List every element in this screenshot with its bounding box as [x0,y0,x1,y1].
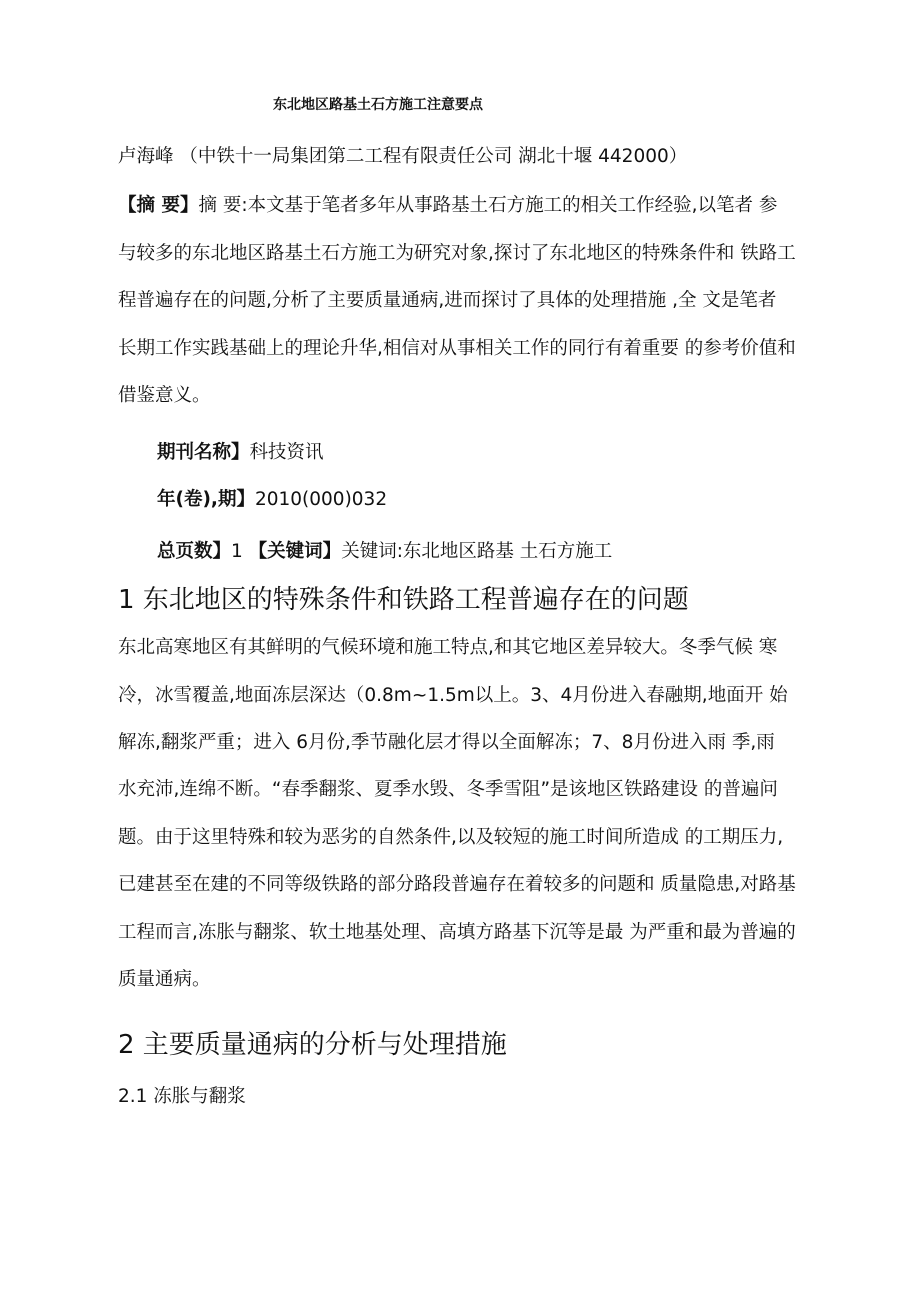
journal-value: 科技资讯 [249,442,324,463]
abstract-line: 借鉴意义。 [118,385,211,406]
body-line: 水充沛,连绵不断。“春季翻浆、夏季水毁、冬季雪阻”是该地区铁路建设 的普遍问 [118,779,778,800]
section-1-heading: 1 东北地区的特殊条件和铁路工程普遍存在的问题 [118,585,689,615]
abstract-line: 长期工作实践基础上的理论升华,相信对从事相关工作的同行有着重要 的参考价值和 [118,338,796,359]
subsection-heading: 2.1 冻胀与翻浆 [118,1086,246,1107]
abstract-text: 摘 要:本文基于笔者多年从事路基土石方施工的相关工作经验,以笔者 参 [198,195,778,216]
abstract-line [118,194,777,218]
year-value: 2010(000)032 [254,489,388,510]
body-line: 质量通病。 [118,969,211,990]
body-line: 工程而言,冻胀与翻浆、软土地基处理、高填方路基下沉等是最 为严重和最为普遍的 [118,922,796,943]
year-line [157,488,387,512]
year-label: 年(卷),期】 [157,489,255,510]
abstract-line: 程普遍存在的问题,分析了主要质量通病,进而探讨了具体的处理措施 ,全 文是笔者 [118,290,777,311]
body-line: 已建甚至在建的不同等级铁路的部分路段普遍存在着较多的问题和 质量隐患,对路基 [118,874,796,895]
keywords-label: 【关键词】 [248,541,342,562]
body-line: 冷，冰雪覆盖,地面冻层深达（0.8m~1.5m以上。3、4月份进入春融期,地面开 始 [118,685,788,706]
author-line: 卢海峰 （中铁十一局集团第二工程有限责任公司 湖北十堰 442000） [118,146,688,167]
abstract-label: 【摘 要】 [118,195,199,216]
pages-value: 1 [231,541,249,562]
section-2-heading: 2 主要质量通病的分析与处理措施 [118,1030,507,1060]
journal-line [157,441,324,465]
body-line: 东北高寒地区有其鲜明的气候环境和施工特点,和其它地区差异较大。冬季气候 寒 [118,637,778,658]
journal-label: 期刊名称】 [157,442,250,463]
pages-label: 总页数】 [157,541,232,562]
keywords-value: 关键词:东北地区路基 土石方施工 [341,541,613,562]
abstract-line: 与较多的东北地区路基土石方施工为研究对象,探讨了东北地区的特殊条件和 铁路工 [118,243,796,264]
body-line: 题。由于这里特殊和较为恶劣的自然条件,以及较短的施工时间所造成 的工期压力, [118,827,784,848]
pages-keywords-line [157,540,612,564]
body-line: 解冻,翻浆严重；进入 6月份,季节融化层才得以全面解冻；7、8月份进入雨 季,雨 [118,732,775,753]
document-title: 东北地区路基土石方施工注意要点 [273,97,483,113]
